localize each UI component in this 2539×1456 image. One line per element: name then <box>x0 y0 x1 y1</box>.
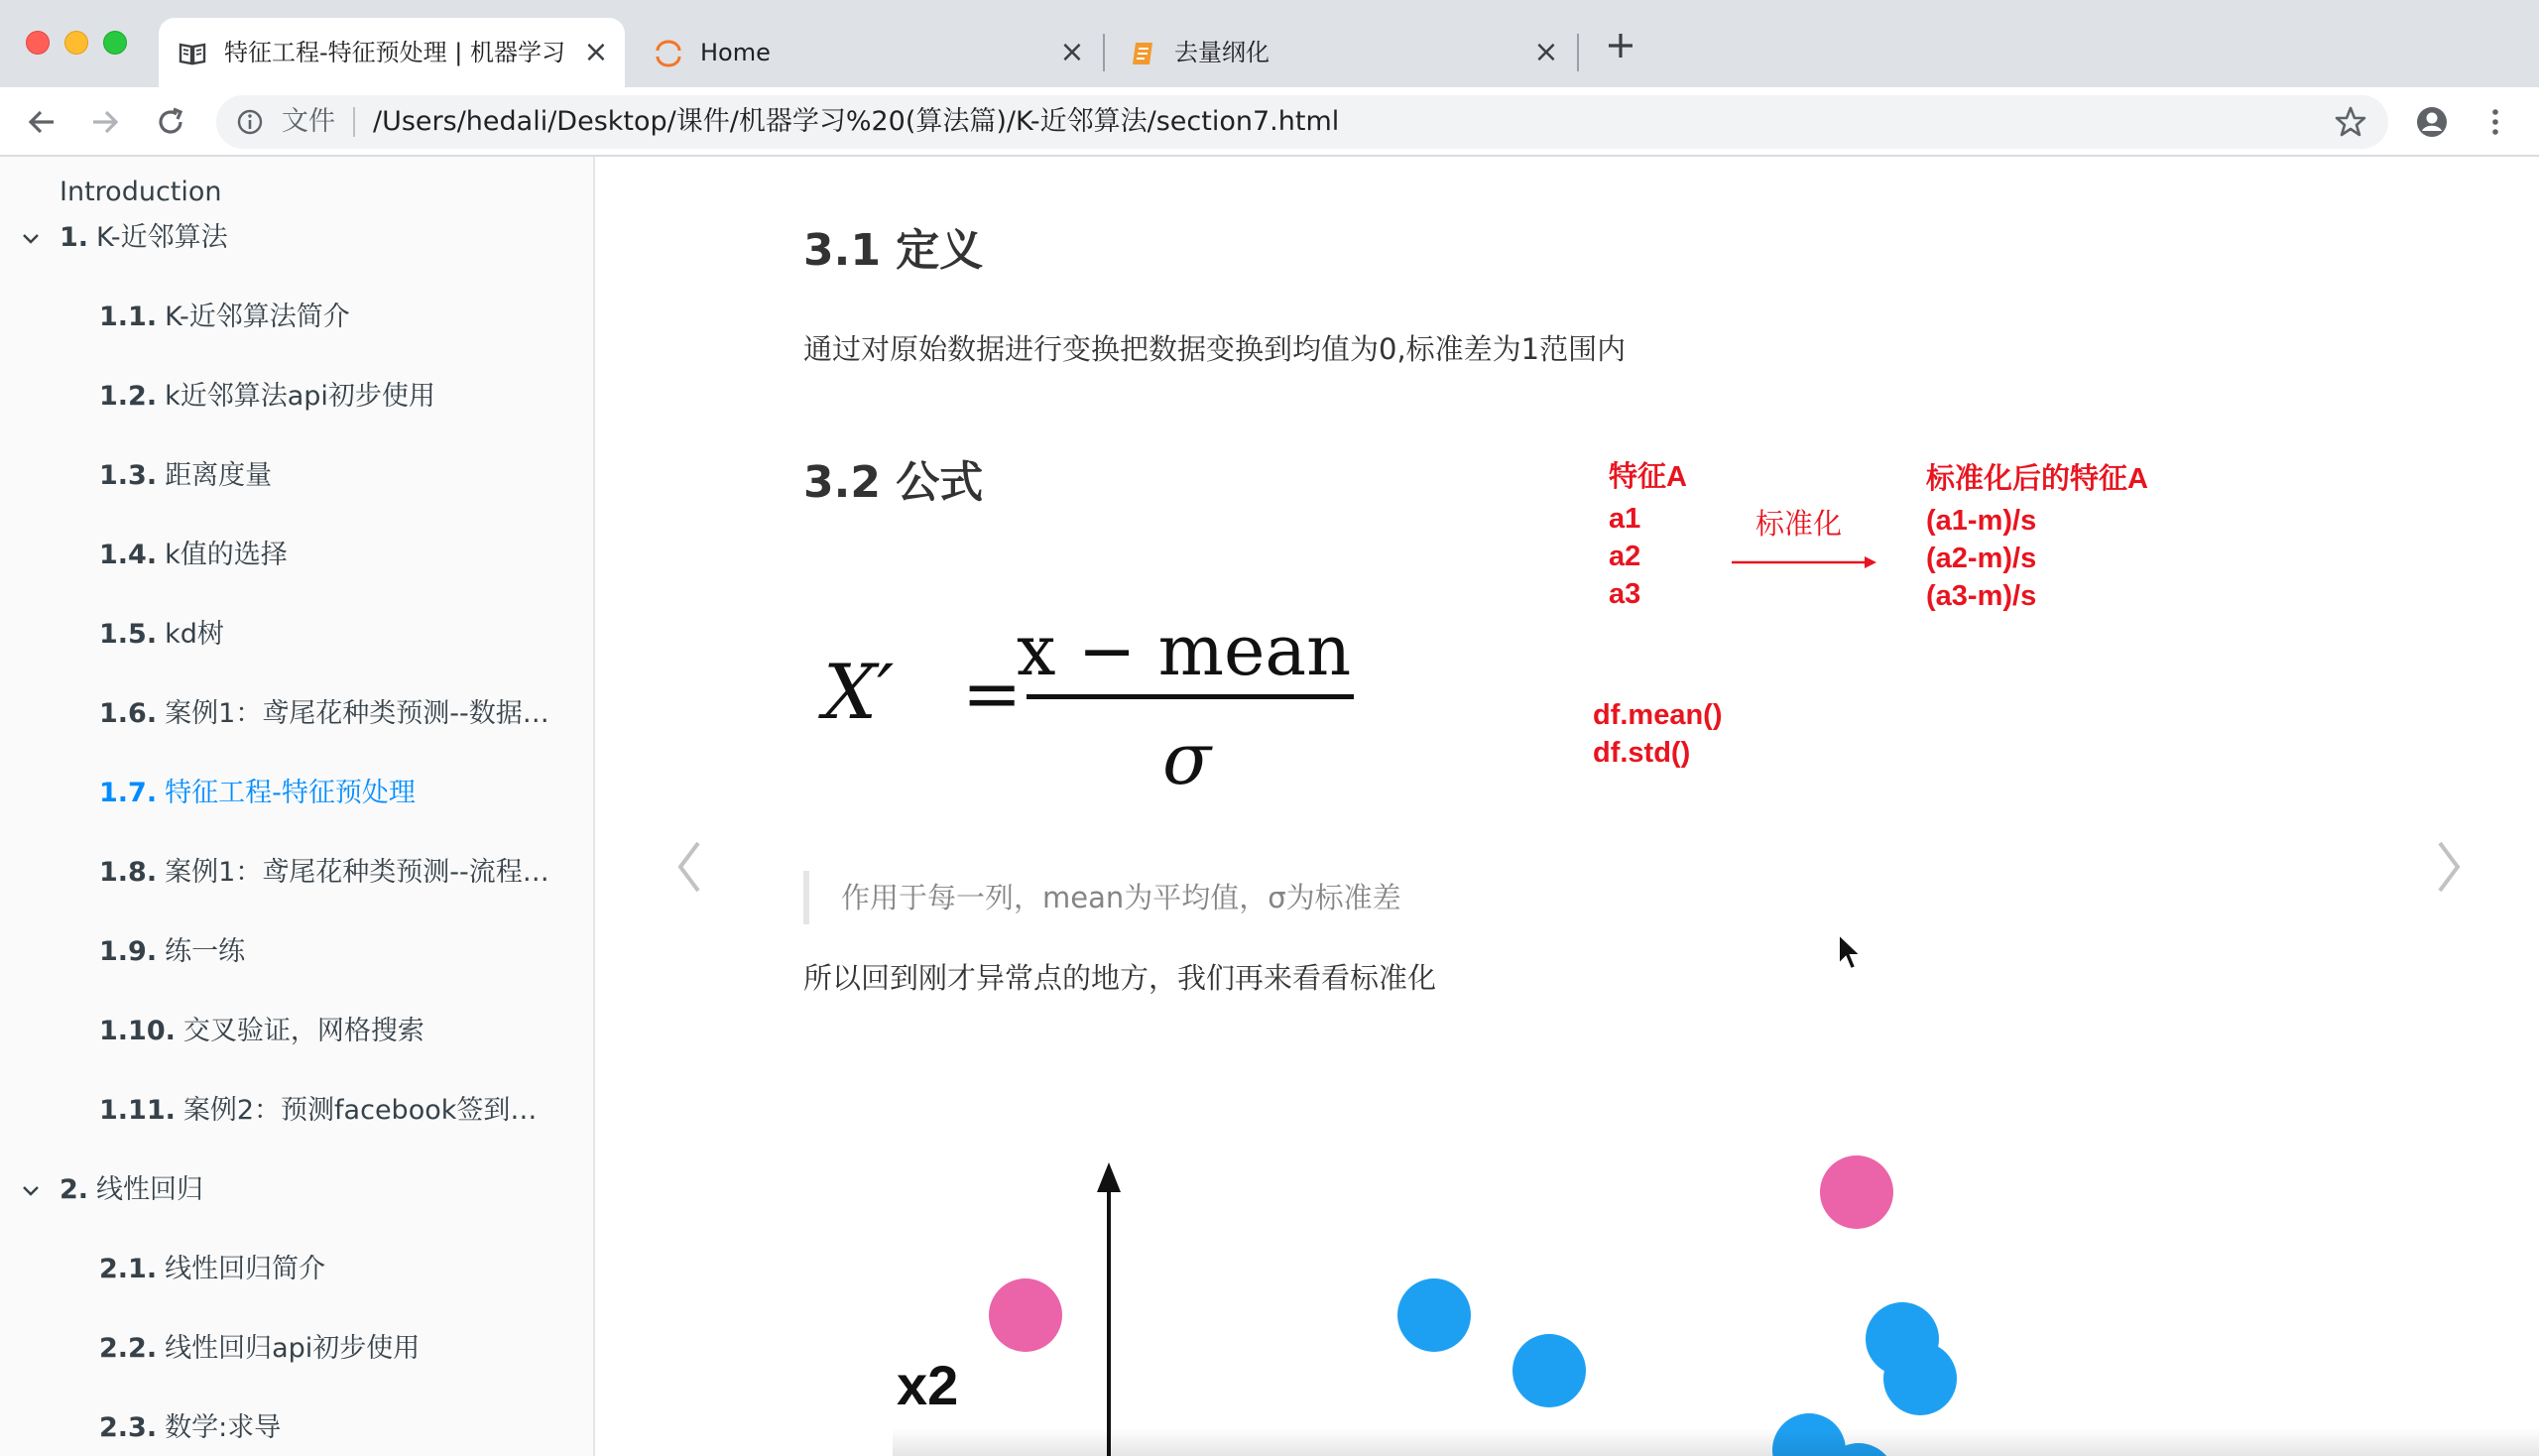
forward-arrow-icon[interactable] <box>87 104 123 140</box>
sidebar-item-1-2[interactable] <box>0 367 593 426</box>
sidebar-item-2-2[interactable] <box>0 1319 593 1379</box>
followup-text: 所以回到刚才异常点的地方，我们再来看看标准化 <box>803 961 1437 995</box>
book-icon <box>179 40 206 67</box>
sidebar-item-number: 2.3. <box>99 1412 158 1443</box>
mouse-cursor-icon <box>1837 932 1863 972</box>
sidebar-item-label: K-近邻算法简介 <box>165 302 350 332</box>
pink-outlier-point-right <box>1820 1155 1893 1229</box>
sidebar-item-label: 交叉验证，网格搜索 <box>182 1016 424 1046</box>
tab-separator <box>1577 34 1579 71</box>
note-icon <box>1129 40 1156 67</box>
sidebar-item-label: 距离度量 <box>165 460 273 491</box>
address-bar[interactable] <box>216 95 2388 149</box>
standardization-scatter-figure <box>803 1149 2291 1456</box>
sidebar-item-label: K-近邻算法 <box>96 222 228 253</box>
annotation-result-2: (a2-m)/s <box>1926 543 2037 574</box>
back-arrow-icon[interactable] <box>24 104 60 140</box>
y-axis-arrowhead <box>1097 1162 1121 1192</box>
formula-denominator: σ <box>1162 717 1212 800</box>
sidebar-item-label: Introduction <box>60 177 222 207</box>
annotation-result-3: (a3-m)/s <box>1926 580 2037 612</box>
tab-title: 特征工程-特征预处理 | 机器学习 <box>224 39 566 66</box>
window-minimize-button[interactable] <box>64 31 88 55</box>
sidebar-item-1-4[interactable] <box>0 526 593 585</box>
sidebar-item-1[interactable] <box>0 208 593 268</box>
book-sidebar <box>0 157 595 1456</box>
formula-numerator: x − mean <box>1017 610 1352 691</box>
sidebar-item-label: 线性回归简介 <box>165 1254 326 1284</box>
standardization-formula <box>813 593 1369 811</box>
sidebar-item-1-11[interactable] <box>0 1081 593 1141</box>
formula-equals: = <box>962 652 1023 735</box>
sidebar-item-label: 特征工程-特征预处理 <box>165 778 416 808</box>
info-icon[interactable] <box>236 108 264 136</box>
sidebar-item-2[interactable] <box>0 1160 593 1220</box>
sidebar-item-label: 数学:求导 <box>165 1412 282 1443</box>
sidebar-item-number: 1.5. <box>99 619 158 650</box>
sidebar-item-1-7[interactable] <box>0 764 593 823</box>
window-zoom-button[interactable] <box>103 31 127 55</box>
annotation-feature-3: a3 <box>1609 578 1641 610</box>
tab-title: 去量纲化 <box>1174 39 1270 66</box>
sidebar-item-label: 案例2：预测facebook签到位置 <box>182 1095 564 1126</box>
sidebar-item-label: 线性回归api初步使用 <box>165 1333 421 1364</box>
tab-close-icon[interactable]: × <box>1533 35 1559 69</box>
scheme-label: 文件 <box>282 106 335 137</box>
sidebar-item-number: 1.8. <box>99 857 158 888</box>
sidebar-item-number: 2. <box>60 1174 89 1205</box>
profile-avatar-icon[interactable] <box>2414 104 2450 140</box>
annotation-result-1: (a1-m)/s <box>1926 505 2037 537</box>
annotation-arrow-label: 标准化 <box>1755 509 1843 541</box>
sidebar-item-label: k近邻算法api初步使用 <box>165 381 435 412</box>
sidebar-item-2-1[interactable] <box>0 1240 593 1299</box>
annotation-feature-2: a2 <box>1609 541 1641 572</box>
tab-strip <box>0 0 2539 87</box>
chevron-down-icon[interactable] <box>20 1180 42 1202</box>
sidebar-item-label: 案例1：鸢尾花种类预测--流程… <box>165 857 549 888</box>
annotation-feature-title: 特征A <box>1609 461 1687 493</box>
sidebar-item-number: 1.3. <box>99 460 158 491</box>
definition-text: 通过对原始数据进行变换把数据变换到均值为0,标准差为1范围内 <box>803 332 1627 366</box>
sidebar-item-number: 1.2. <box>99 381 158 412</box>
new-tab-icon[interactable] <box>1603 28 1638 63</box>
prev-page-chevron-icon[interactable] <box>665 827 714 907</box>
tab-dimensionless[interactable] <box>1109 18 1575 87</box>
blockquote-note <box>803 871 1401 924</box>
sidebar-item-number: 1.10. <box>99 1016 176 1046</box>
window-close-button[interactable] <box>26 31 50 55</box>
heading-definition: 3.1 定义 <box>803 225 984 276</box>
annotation-feature-1: a1 <box>1609 503 1641 535</box>
sidebar-item-1-1[interactable] <box>0 288 593 347</box>
main-content <box>595 157 2539 1456</box>
sidebar-item-1-9[interactable] <box>0 922 593 982</box>
menu-kebab-icon[interactable] <box>2478 104 2513 140</box>
tab-feature-preprocessing[interactable] <box>159 18 625 87</box>
blockquote-text: 作用于每一列，mean为平均值，σ为标准差 <box>841 881 1401 914</box>
annotation-arrow-icon <box>1732 547 1880 577</box>
sidebar-item-label: 案例1：鸢尾花种类预测--数据… <box>165 698 549 729</box>
tab-close-icon[interactable]: × <box>583 35 609 69</box>
sidebar-item-1-10[interactable] <box>0 1002 593 1061</box>
sidebar-item-number: 1. <box>60 222 89 253</box>
browser-toolbar <box>0 87 2539 157</box>
sidebar-item-number: 1.9. <box>99 936 158 967</box>
annotation-code-mean: df.mean() <box>1593 699 1723 731</box>
next-page-chevron-icon[interactable] <box>2424 827 2474 907</box>
sidebar-item-number: 1.1. <box>99 302 158 332</box>
jupyter-icon <box>655 40 682 67</box>
chevron-down-icon[interactable] <box>20 228 42 250</box>
bookmark-star-icon[interactable] <box>2333 104 2368 140</box>
sidebar-item-1-3[interactable] <box>0 446 593 506</box>
sidebar-item-number: 1.7. <box>99 778 158 808</box>
tab-home[interactable] <box>635 18 1091 87</box>
annotation-result-title: 标准化后的特征A <box>1926 463 2148 495</box>
fraction-bar <box>1027 694 1354 699</box>
sidebar-item-1-5[interactable] <box>0 605 593 665</box>
axis-label-x2: x2 <box>897 1354 959 1416</box>
sidebar-item-number: 1.4. <box>99 540 158 570</box>
sidebar-item-label: kd树 <box>165 619 224 650</box>
tab-close-icon[interactable]: × <box>1059 35 1085 69</box>
sidebar-item-label: 练一练 <box>165 936 246 967</box>
heading-formula: 3.2 公式 <box>803 457 984 508</box>
sidebar-item-number: 2.1. <box>99 1254 158 1284</box>
sidebar-item-1-6[interactable] <box>0 684 593 744</box>
pink-outlier-point-left <box>989 1278 1062 1352</box>
tab-separator <box>1103 34 1105 71</box>
blue-point <box>1512 1334 1586 1407</box>
url-text[interactable]: /Users/hedali/Desktop/课件/机器学习%20(算法篇)/K-近邻算法/section7.html <box>373 106 1340 137</box>
blue-point <box>1883 1342 1957 1415</box>
tab-title: Home <box>700 39 771 66</box>
formula-lhs: X′ <box>823 648 895 736</box>
reload-icon[interactable] <box>153 104 188 140</box>
sidebar-item-label: k值的选择 <box>165 540 288 570</box>
window-bottom-shadow <box>893 1428 2539 1456</box>
sidebar-item-label: 线性回归 <box>96 1174 204 1205</box>
annotation-code-std: df.std() <box>1593 737 1691 769</box>
sidebar-item-1-8[interactable] <box>0 843 593 903</box>
sidebar-item-number: 1.11. <box>99 1095 176 1126</box>
blue-point <box>1397 1278 1471 1352</box>
address-separator <box>353 107 355 137</box>
sidebar-item-number: 2.2. <box>99 1333 158 1364</box>
sidebar-item-2-3[interactable] <box>0 1398 593 1456</box>
sidebar-item-number: 1.6. <box>99 698 158 729</box>
